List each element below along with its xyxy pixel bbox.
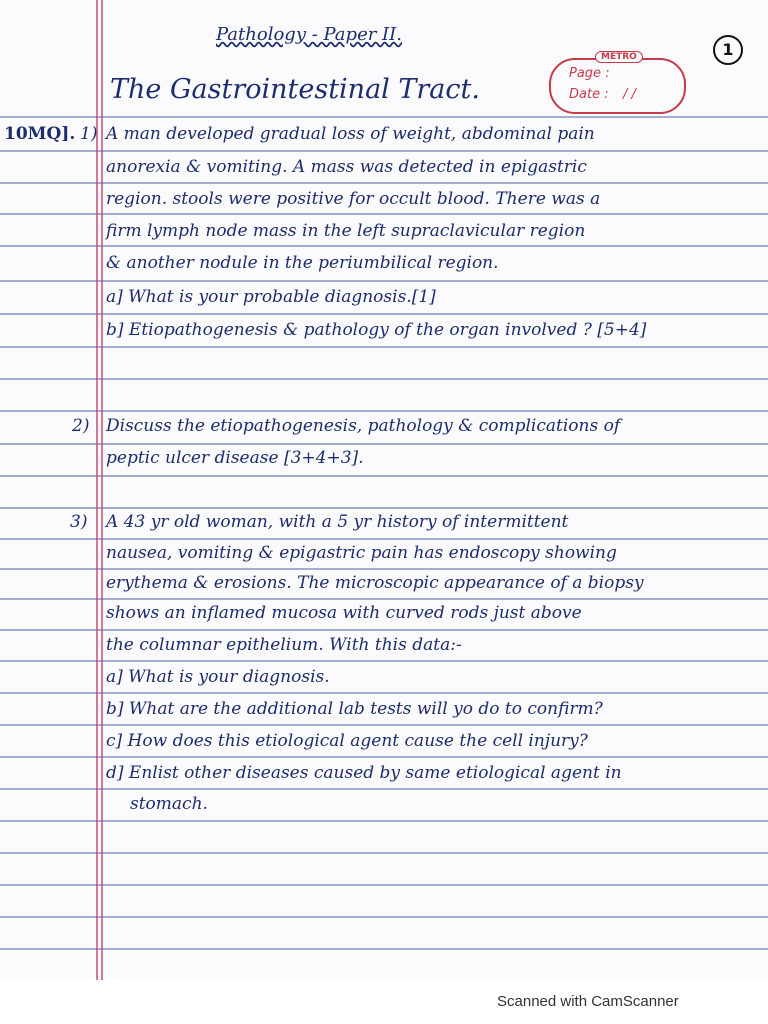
ruled-line [0,116,768,118]
ruled-line [0,182,768,184]
page-header: Pathology - Paper II. [216,24,402,45]
question-number: 1) [80,124,98,144]
stamp-date-label: Date : [569,87,609,102]
sub-question: a] What is your probable diagnosis.[1] [106,287,436,307]
question-line: anorexia & vomiting. A mass was detected in epigastric [106,157,587,177]
sub-question: b] What are the additional lab tests will yo do to confirm? [106,699,603,719]
scanner-watermark: Scanned with CamScanner [497,993,679,1010]
ruled-line [0,213,768,215]
marks-label: 10MQ]. [4,124,76,144]
question-line: erythema & erosions. The microscopic appearance of a biopsy [106,573,644,593]
ruled-line [0,410,768,412]
ruled-line [0,724,768,726]
ruled-line [0,507,768,509]
ruled-line [0,475,768,477]
sub-question: b] Etiopathogenesis & pathology of the organ involved ? [5+4] [106,320,647,340]
ruled-line [0,629,768,631]
margin-line [96,0,98,980]
stamp-page-label: Page : [569,66,610,81]
ruled-line [0,245,768,247]
ruled-line [0,852,768,854]
stamp-brand: METRO [595,51,643,63]
ruled-line [0,948,768,950]
ruled-line [0,150,768,152]
question-line: region. stools were positive for occult blood. There was a [106,189,601,209]
question-line: A man developed gradual loss of weight, abdominal pain [106,124,595,144]
ruled-line [0,280,768,282]
ruled-line [0,538,768,540]
ruled-line [0,756,768,758]
ruled-line [0,820,768,822]
ruled-line [0,443,768,445]
sub-question-continuation: stomach. [130,794,208,814]
question-line: nausea, vomiting & epigastric pain has endoscopy showing [106,543,617,563]
question-line: A 43 yr old woman, with a 5 yr history of intermittent [106,512,569,532]
question-number: 2) [72,416,90,436]
ruled-line [0,916,768,918]
question-line: peptic ulcer disease [3+4+3]. [106,448,364,468]
ruled-line [0,313,768,315]
sub-question: a] What is your diagnosis. [106,667,330,687]
question-line: firm lymph node mass in the left supraclavicular region [106,221,586,241]
page-number: 1 [713,35,743,65]
stamp-date-value: / / [623,87,636,102]
ruled-line [0,660,768,662]
question-line: the columnar epithelium. With this data:- [106,635,462,655]
ruled-line [0,598,768,600]
ruled-line [0,788,768,790]
metro-stamp [549,52,686,114]
ruled-line [0,884,768,886]
ruled-line [0,378,768,380]
page-title: The Gastrointestinal Tract. [110,74,480,105]
question-line: shows an inflamed mucosa with curved rods just above [106,603,582,623]
ruled-line [0,568,768,570]
ruled-line [0,346,768,348]
question-line: & another nodule in the periumbilical region. [106,253,499,273]
sub-question: c] How does this etiological agent cause the cell injury? [106,731,588,751]
margin-line [101,0,103,980]
ruled-line [0,692,768,694]
question-line: Discuss the etiopathogenesis, pathology & complications of [106,416,621,436]
question-number: 3) [70,512,88,532]
sub-question: d] Enlist other diseases caused by same etiological agent in [106,763,622,783]
